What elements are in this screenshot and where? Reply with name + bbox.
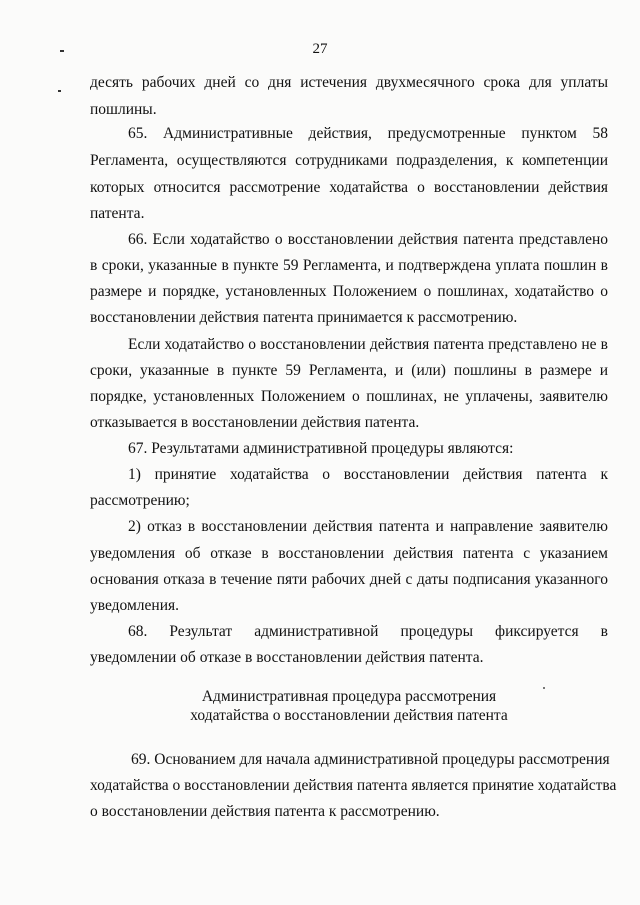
text-line: отказывается в восстановлении действия патента. [90, 414, 420, 431]
text-line: уведомления об отказе в восстановлении действия патента с указанием [90, 545, 608, 562]
text-line: Регламента, осуществляются сотрудниками подразделения, к компетенции [90, 152, 608, 169]
list-item-1: 1) принятие ходатайства о восстановлении действия патента к [128, 466, 608, 483]
text-line: пошлины. [90, 101, 157, 118]
text-line: порядке, установленных Положением о пошлинах, не уплачены, заявителю [90, 388, 608, 405]
scan-mark [58, 90, 61, 92]
paragraph-65-first-line: 65. Административные действия, предусмотренные пунктом 58 [128, 125, 608, 142]
text-line: уведомления. [90, 597, 180, 614]
text-line: восстановлении действия патента принимается к рассмотрению. [90, 309, 518, 326]
page-number: 27 [312, 41, 328, 57]
text-line: в сроки, указанные в пункте 59 Регламента, и подтверждена уплата пошлин в [90, 257, 608, 274]
text-line: о восстановлении действия патента к рассмотрению. [90, 803, 440, 820]
text-line: сроки, указанные в пункте 59 Регламента, и (или) пошлины в размере и [90, 362, 608, 379]
text-line: десять рабочих дней со дня истечения двухмесячного срока для уплаты [90, 74, 608, 91]
text-line: основания отказа в течение пяти рабочих дней с даты подписания указанного [90, 571, 608, 588]
section-heading-line-1: Административная процедура рассмотрения [201, 688, 497, 705]
text-line: рассмотрению; [90, 492, 190, 509]
text-line: которых относится рассмотрение ходатайства о восстановлении действия [90, 179, 608, 196]
text-line: уведомлении об отказе в восстановлении действия патента. [90, 649, 484, 666]
text-line: патента. [90, 205, 145, 222]
paragraph-69-first-line: 69. Основанием для начала административной процедуры рассмотрения [131, 751, 610, 768]
paragraph-68-first-line: 68. Результат административной процедуры фиксируется в [128, 623, 608, 640]
text-line: ходатайства о восстановлении действия патента является принятие ходатайства [90, 777, 617, 794]
paragraph-66-first-line: 66. Если ходатайство о восстановлении действия патента представлено [128, 231, 608, 248]
paragraph-67-first-line: 67. Результатами административной процедуры являются: [128, 440, 514, 457]
paragraph-first-line: Если ходатайство о восстановлении действия патента представлено не в [128, 336, 608, 353]
list-item-2: 2) отказ в восстановлении действия патента и направление заявителю [128, 518, 608, 535]
text-line: размере и порядке, установленных Положением о пошлинах, ходатайство о [90, 283, 608, 300]
section-heading-line-2: ходатайства о восстановлении действия патента [190, 707, 508, 724]
